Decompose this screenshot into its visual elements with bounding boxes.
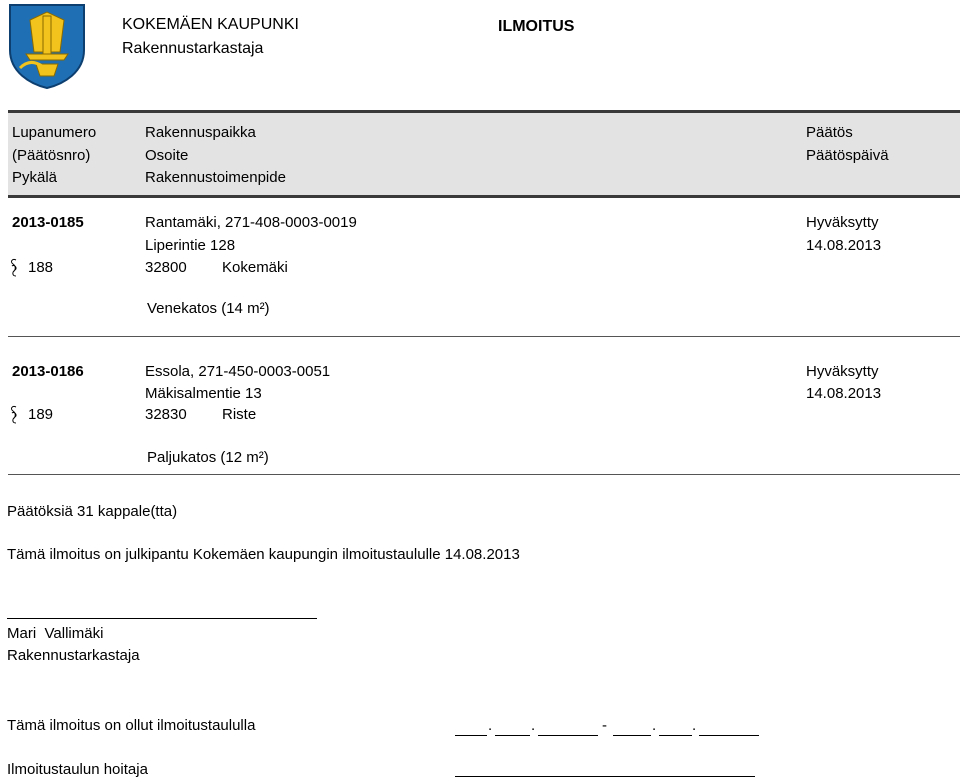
board-start-year-blank[interactable] xyxy=(538,735,598,736)
section-sign-icon xyxy=(10,258,18,278)
record-pykala: 188 xyxy=(28,259,54,276)
organization-name: KOKEMÄEN KAUPUNKI xyxy=(122,16,299,33)
decision-count-summary: Päätöksiä 31 kappale(tta) xyxy=(7,503,178,520)
signer-title: Rakennustarkastaja xyxy=(7,647,140,664)
date-separator: . xyxy=(692,717,697,734)
record-osoite: Liperintie 128 xyxy=(145,237,236,254)
board-start-day-blank[interactable] xyxy=(455,735,487,736)
column-header-lupanumero: Lupanumero xyxy=(12,124,97,141)
record-postitoimipaikka: Riste xyxy=(222,406,257,423)
record-pykala: 189 xyxy=(28,406,54,423)
record-toimenpide: Paljukatos (12 m²) xyxy=(147,449,269,466)
record-postinumero: 32800 xyxy=(145,259,187,276)
record-divider xyxy=(8,336,960,337)
board-period-label: Tämä ilmoitus on ollut ilmoitustaululla xyxy=(7,717,256,734)
date-range-dash: - xyxy=(602,717,607,734)
organization-department: Rakennustarkastaja xyxy=(122,40,264,57)
record-paatos: Hyväksytty xyxy=(806,363,879,380)
signature-line xyxy=(7,618,317,619)
column-header-paatospaiva: Päätöspäivä xyxy=(806,147,889,164)
public-notice-text: Tämä ilmoitus on julkipantu Kokemäen kaupungin ilmoitustaululle 14.08.2013 xyxy=(7,546,520,563)
signer-name: Mari Vallimäki xyxy=(7,625,104,642)
board-end-day-blank[interactable] xyxy=(613,735,651,736)
record-rakennuspaikka: Essola, 271-450-0003-0051 xyxy=(145,363,331,380)
column-header-rakennuspaikka: Rakennuspaikka xyxy=(145,124,256,141)
record-paatospaiva: 14.08.2013 xyxy=(806,237,882,254)
record-postinumero: 32830 xyxy=(145,406,187,423)
board-end-month-blank[interactable] xyxy=(659,735,692,736)
record-toimenpide: Venekatos (14 m²) xyxy=(147,300,270,317)
board-keeper-signature-blank[interactable] xyxy=(455,776,755,777)
date-separator: . xyxy=(488,717,493,734)
record-paatospaiva: 14.08.2013 xyxy=(806,385,882,402)
column-header-rakennustoimenpide: Rakennustoimenpide xyxy=(145,169,286,186)
column-header-paatos: Päätös xyxy=(806,124,853,141)
board-keeper-label: Ilmoitustaulun hoitaja xyxy=(7,761,148,778)
date-separator: . xyxy=(531,717,536,734)
column-header-pykala: Pykälä xyxy=(12,169,58,186)
city-crest-logo xyxy=(6,2,88,90)
record-osoite: Mäkisalmentie 13 xyxy=(145,385,262,402)
document-title: ILMOITUS xyxy=(498,18,575,35)
board-end-year-blank[interactable] xyxy=(699,735,759,736)
record-paatos: Hyväksytty xyxy=(806,214,879,231)
column-header-paatosnro: (Päätösnro) xyxy=(12,147,91,164)
record-lupanumero: 2013-0185 xyxy=(12,214,84,231)
record-rakennuspaikka: Rantamäki, 271-408-0003-0019 xyxy=(145,214,357,231)
date-separator: . xyxy=(652,717,657,734)
board-start-month-blank[interactable] xyxy=(495,735,530,736)
column-header-osoite: Osoite xyxy=(145,147,189,164)
record-postitoimipaikka: Kokemäki xyxy=(222,259,288,276)
record-divider xyxy=(8,474,960,475)
record-lupanumero: 2013-0186 xyxy=(12,363,84,380)
section-sign-icon xyxy=(10,405,18,425)
